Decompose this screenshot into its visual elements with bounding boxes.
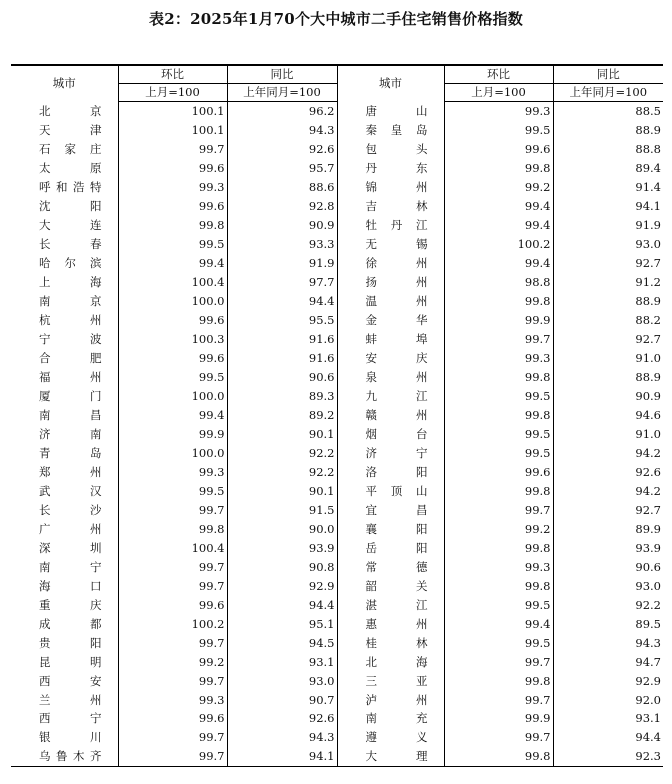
city-name-cell: 烟 台 (337, 424, 444, 443)
table-row (11, 633, 663, 652)
yoy-index-cell: 90.7 (227, 690, 337, 709)
yoy-index-cell: 92.0 (553, 690, 663, 709)
city-name-cell: 牡丹江 (337, 216, 444, 235)
yoy-base-header: 上年同月=100 (553, 84, 663, 102)
mom-index-cell: 99.7 (118, 500, 227, 519)
table-row (11, 197, 663, 216)
yoy-index-cell: 97.7 (227, 273, 337, 292)
city-name-cell: 北 京 (39, 104, 102, 119)
mom-index-cell: 99.7 (444, 728, 553, 747)
yoy-index-cell: 88.2 (553, 311, 663, 330)
city-name-cell: 深 圳 (39, 540, 102, 555)
city-name-cell: 南 宁 (39, 559, 102, 574)
table-row (11, 652, 663, 671)
mom-index-cell: 99.7 (444, 652, 553, 671)
city-name-cell: 杭 州 (39, 313, 102, 328)
city-name-cell: 吉 林 (337, 197, 444, 216)
mom-index-cell: 99.8 (444, 159, 553, 178)
yoy-index-cell: 92.8 (227, 197, 337, 216)
table-row (11, 311, 663, 330)
table-row (11, 576, 663, 595)
table-row (11, 216, 663, 235)
city-name-cell: 唐 山 (337, 102, 444, 121)
mom-index-cell: 99.3 (444, 557, 553, 576)
yoy-index-cell: 90.9 (227, 216, 337, 235)
yoy-index-cell: 91.6 (227, 349, 337, 368)
yoy-index-cell: 90.6 (553, 557, 663, 576)
mom-base-header: 上月=100 (444, 84, 553, 102)
city-name-cell: 厦 门 (39, 389, 102, 404)
city-name-cell: 广 州 (39, 521, 102, 536)
city-name-cell: 哈尔滨 (39, 256, 102, 271)
mom-index-cell: 99.7 (118, 140, 227, 159)
city-name-cell: 长 沙 (39, 502, 102, 517)
city-name-cell: 乌鲁木齐 (11, 747, 118, 766)
mom-index-cell: 99.6 (444, 140, 553, 159)
city-name-cell: 福 州 (39, 370, 102, 385)
city-name-cell: 宜 昌 (337, 500, 444, 519)
yoy-header: 同比 (227, 65, 337, 84)
yoy-index-cell: 93.1 (553, 709, 663, 728)
yoy-index-cell: 91.0 (553, 424, 663, 443)
yoy-index-cell: 95.7 (227, 159, 337, 178)
city-name-cell: 郑 州 (39, 464, 102, 479)
city-name-cell: 扬 州 (337, 273, 444, 292)
mom-index-cell: 99.6 (118, 349, 227, 368)
yoy-index-cell: 94.4 (227, 292, 337, 311)
yoy-header: 同比 (553, 65, 663, 84)
city-name-cell: 成 都 (39, 616, 102, 631)
table-row (11, 709, 663, 728)
yoy-index-cell: 91.0 (553, 349, 663, 368)
mom-index-cell: 99.8 (118, 519, 227, 538)
yoy-index-cell: 93.0 (553, 235, 663, 254)
yoy-index-cell: 88.8 (553, 140, 663, 159)
yoy-index-cell: 93.0 (553, 576, 663, 595)
yoy-index-cell: 96.2 (227, 102, 337, 121)
table-row (11, 292, 663, 311)
mom-index-cell: 100.0 (118, 292, 227, 311)
city-name-cell: 丹 东 (337, 159, 444, 178)
mom-index-cell: 99.4 (118, 254, 227, 273)
city-name-cell: 青 岛 (39, 445, 102, 460)
city-header: 城市 (11, 65, 118, 102)
table-row (11, 235, 663, 254)
city-name-cell: 太 原 (39, 161, 102, 176)
table-row (11, 671, 663, 690)
mom-index-cell: 99.8 (444, 747, 553, 766)
mom-index-cell: 100.0 (118, 443, 227, 462)
yoy-index-cell: 94.7 (553, 652, 663, 671)
city-name-cell: 湛 江 (337, 595, 444, 614)
price-index-table (11, 64, 663, 767)
city-name-cell: 天 津 (39, 123, 102, 138)
yoy-index-cell: 94.3 (553, 633, 663, 652)
yoy-index-cell: 94.2 (553, 443, 663, 462)
yoy-index-cell: 94.5 (227, 633, 337, 652)
yoy-index-cell: 88.9 (553, 121, 663, 140)
mom-index-cell: 100.1 (118, 121, 227, 140)
city-name-cell: 南 京 (39, 294, 102, 309)
city-name-cell: 金 华 (337, 311, 444, 330)
city-name-cell: 大 理 (337, 747, 444, 766)
mom-index-cell: 99.4 (444, 254, 553, 273)
city-name-cell: 武 汉 (39, 483, 102, 498)
yoy-index-cell: 92.6 (553, 462, 663, 481)
city-name-cell: 遵 义 (337, 728, 444, 747)
table-row (11, 690, 663, 709)
mom-index-cell: 99.9 (444, 709, 553, 728)
mom-index-cell: 99.5 (444, 387, 553, 406)
mom-index-cell: 99.8 (118, 216, 227, 235)
yoy-index-cell: 94.4 (553, 728, 663, 747)
mom-index-cell: 98.8 (444, 273, 553, 292)
yoy-index-cell: 88.9 (553, 368, 663, 387)
table-row (11, 387, 663, 406)
yoy-index-cell: 93.9 (227, 538, 337, 557)
yoy-index-cell: 91.5 (227, 500, 337, 519)
yoy-index-cell: 89.2 (227, 406, 337, 425)
city-name-cell: 温 州 (337, 292, 444, 311)
mom-index-cell: 99.3 (444, 102, 553, 121)
yoy-index-cell: 93.0 (227, 671, 337, 690)
mom-index-cell: 99.6 (118, 595, 227, 614)
yoy-index-cell: 92.2 (553, 595, 663, 614)
yoy-index-cell: 91.9 (227, 254, 337, 273)
mom-index-cell: 99.3 (444, 349, 553, 368)
yoy-index-cell: 91.4 (553, 178, 663, 197)
mom-index-cell: 99.3 (118, 462, 227, 481)
mom-index-cell: 99.7 (444, 330, 553, 349)
yoy-index-cell: 90.9 (553, 387, 663, 406)
city-name-cell: 徐 州 (337, 254, 444, 273)
city-name-cell: 泸 州 (337, 690, 444, 709)
city-name-cell: 银 川 (39, 730, 102, 745)
yoy-index-cell: 92.7 (553, 500, 663, 519)
yoy-index-cell: 90.1 (227, 481, 337, 500)
city-name-cell: 上 海 (39, 275, 102, 290)
table-row (11, 557, 663, 576)
city-name-cell: 韶 关 (337, 576, 444, 595)
city-name-cell: 泉 州 (337, 368, 444, 387)
mom-index-cell: 100.4 (118, 273, 227, 292)
mom-index-cell: 99.8 (444, 538, 553, 557)
yoy-index-cell: 90.1 (227, 424, 337, 443)
city-name-cell: 南 充 (337, 709, 444, 728)
table-row (11, 595, 663, 614)
table-row (11, 614, 663, 633)
mom-index-cell: 99.6 (118, 311, 227, 330)
city-name-cell: 南 昌 (39, 407, 102, 422)
yoy-index-cell: 92.2 (227, 443, 337, 462)
city-name-cell: 宁 波 (39, 332, 102, 347)
yoy-index-cell: 95.1 (227, 614, 337, 633)
mom-index-cell: 99.5 (444, 121, 553, 140)
yoy-index-cell: 92.9 (227, 576, 337, 595)
mom-index-cell: 99.8 (444, 576, 553, 595)
mom-index-cell: 99.7 (118, 557, 227, 576)
city-name-cell: 三 亚 (337, 671, 444, 690)
mom-index-cell: 99.7 (118, 728, 227, 747)
mom-index-cell: 99.3 (118, 178, 227, 197)
yoy-index-cell: 89.4 (553, 159, 663, 178)
city-name-cell: 九 江 (337, 387, 444, 406)
yoy-index-cell: 94.1 (553, 197, 663, 216)
city-name-cell: 锦 州 (337, 178, 444, 197)
table-title: 表2：2025年1月70个大中城市二手住宅销售价格指数 (149, 10, 523, 28)
mom-index-cell: 99.5 (444, 443, 553, 462)
city-name-cell: 西 安 (39, 673, 102, 688)
table-row (11, 330, 663, 349)
mom-index-cell: 99.3 (118, 690, 227, 709)
yoy-index-cell: 90.0 (227, 519, 337, 538)
mom-base-header: 上月=100 (118, 84, 227, 102)
city-name-cell: 蚌 埠 (337, 330, 444, 349)
yoy-index-cell: 92.7 (553, 254, 663, 273)
city-name-cell: 济 南 (39, 426, 102, 441)
mom-index-cell: 99.4 (118, 406, 227, 425)
city-name-cell: 平顶山 (337, 481, 444, 500)
mom-index-cell: 100.0 (118, 387, 227, 406)
city-name-cell: 昆 明 (39, 654, 102, 669)
mom-index-cell: 99.5 (444, 633, 553, 652)
city-name-cell: 北 海 (337, 652, 444, 671)
table-row (11, 273, 663, 292)
table-row (11, 140, 663, 159)
city-name-cell: 沈 阳 (39, 199, 102, 214)
city-name-cell: 桂 林 (337, 633, 444, 652)
mom-index-cell: 99.2 (444, 519, 553, 538)
yoy-index-cell: 94.3 (227, 728, 337, 747)
city-header: 城市 (337, 65, 444, 102)
yoy-index-cell: 92.7 (553, 330, 663, 349)
mom-index-cell: 99.5 (118, 235, 227, 254)
mom-index-cell: 99.6 (118, 709, 227, 728)
city-name-cell: 合 肥 (39, 351, 102, 366)
mom-index-cell: 99.9 (444, 311, 553, 330)
table-row (11, 500, 663, 519)
mom-index-cell: 99.4 (444, 216, 553, 235)
yoy-index-cell: 92.3 (553, 747, 663, 766)
yoy-index-cell: 94.3 (227, 121, 337, 140)
mom-index-cell: 99.2 (444, 178, 553, 197)
city-name-cell: 长 春 (39, 237, 102, 252)
mom-index-cell: 99.8 (444, 368, 553, 387)
table-row (11, 443, 663, 462)
yoy-index-cell: 92.9 (553, 671, 663, 690)
yoy-index-cell: 93.1 (227, 652, 337, 671)
yoy-index-cell: 93.9 (553, 538, 663, 557)
city-name-cell: 惠 州 (337, 614, 444, 633)
city-name-cell: 贵 阳 (39, 635, 102, 650)
mom-index-cell: 99.7 (118, 747, 227, 766)
city-name-cell: 包 头 (337, 140, 444, 159)
city-name-cell: 兰 州 (39, 692, 102, 707)
table-row (11, 538, 663, 557)
mom-index-cell: 99.6 (444, 462, 553, 481)
yoy-index-cell: 88.9 (553, 292, 663, 311)
mom-index-cell: 99.5 (444, 595, 553, 614)
mom-index-cell: 99.2 (118, 652, 227, 671)
city-name-cell: 海 口 (39, 578, 102, 593)
city-name-cell: 呼和浩特 (39, 180, 102, 195)
city-name-cell: 大 连 (39, 218, 102, 233)
yoy-index-cell: 94.4 (227, 595, 337, 614)
yoy-index-cell: 91.9 (553, 216, 663, 235)
city-name-cell: 石家庄 (39, 142, 102, 157)
table-row (11, 368, 663, 387)
table-row (11, 519, 663, 538)
table-row (11, 159, 663, 178)
yoy-index-cell: 94.6 (553, 406, 663, 425)
yoy-index-cell: 90.6 (227, 368, 337, 387)
yoy-index-cell: 92.6 (227, 709, 337, 728)
mom-index-cell: 100.2 (444, 235, 553, 254)
mom-index-cell: 99.8 (444, 406, 553, 425)
yoy-index-cell: 88.6 (227, 178, 337, 197)
yoy-index-cell: 89.5 (553, 614, 663, 633)
table-row (11, 254, 663, 273)
table-row (11, 102, 663, 121)
yoy-index-cell: 94.2 (553, 481, 663, 500)
city-name-cell: 西 宁 (39, 711, 102, 726)
table-row (11, 424, 663, 443)
yoy-index-cell: 91.2 (553, 273, 663, 292)
table-row (11, 178, 663, 197)
table-row (11, 481, 663, 500)
city-name-cell: 重 庆 (39, 597, 102, 612)
city-name-cell: 洛 阳 (337, 462, 444, 481)
mom-index-cell: 99.8 (444, 671, 553, 690)
mom-index-cell: 99.7 (118, 671, 227, 690)
mom-index-cell: 99.5 (118, 368, 227, 387)
mom-index-cell: 99.7 (118, 576, 227, 595)
city-name-cell: 岳 阳 (337, 538, 444, 557)
table-body (11, 102, 663, 767)
yoy-index-cell: 91.6 (227, 330, 337, 349)
city-name-cell: 赣 州 (337, 406, 444, 425)
mom-index-cell: 99.6 (118, 197, 227, 216)
yoy-index-cell: 89.3 (227, 387, 337, 406)
yoy-index-cell: 95.5 (227, 311, 337, 330)
yoy-index-cell: 92.2 (227, 462, 337, 481)
mom-index-cell: 100.3 (118, 330, 227, 349)
mom-index-cell: 99.5 (118, 481, 227, 500)
yoy-index-cell: 88.5 (553, 102, 663, 121)
city-name-cell: 常 德 (337, 557, 444, 576)
city-name-cell: 安 庆 (337, 349, 444, 368)
yoy-index-cell: 94.1 (227, 747, 337, 766)
mom-index-cell: 99.4 (444, 614, 553, 633)
mom-index-cell: 99.7 (444, 500, 553, 519)
table-row (11, 747, 663, 766)
yoy-base-header: 上年同月=100 (227, 84, 337, 102)
table-row (11, 728, 663, 747)
yoy-index-cell: 93.3 (227, 235, 337, 254)
table-row (11, 121, 663, 140)
mom-index-cell: 99.8 (444, 292, 553, 311)
mom-index-cell: 99.9 (118, 424, 227, 443)
mom-header: 环比 (118, 65, 227, 84)
mom-index-cell: 99.7 (444, 690, 553, 709)
city-name-cell: 无 锡 (337, 235, 444, 254)
city-name-cell: 襄 阳 (337, 519, 444, 538)
table-row (11, 406, 663, 425)
table-row (11, 349, 663, 368)
mom-header: 环比 (444, 65, 553, 84)
city-name-cell: 秦皇岛 (337, 121, 444, 140)
table-row (11, 462, 663, 481)
mom-index-cell: 100.4 (118, 538, 227, 557)
mom-index-cell: 100.1 (118, 102, 227, 121)
mom-index-cell: 100.2 (118, 614, 227, 633)
yoy-index-cell: 92.6 (227, 140, 337, 159)
mom-index-cell: 99.7 (118, 633, 227, 652)
yoy-index-cell: 89.9 (553, 519, 663, 538)
mom-index-cell: 99.4 (444, 197, 553, 216)
yoy-index-cell: 90.8 (227, 557, 337, 576)
city-name-cell: 济 宁 (337, 443, 444, 462)
mom-index-cell: 99.5 (444, 424, 553, 443)
mom-index-cell: 99.8 (444, 481, 553, 500)
mom-index-cell: 99.6 (118, 159, 227, 178)
